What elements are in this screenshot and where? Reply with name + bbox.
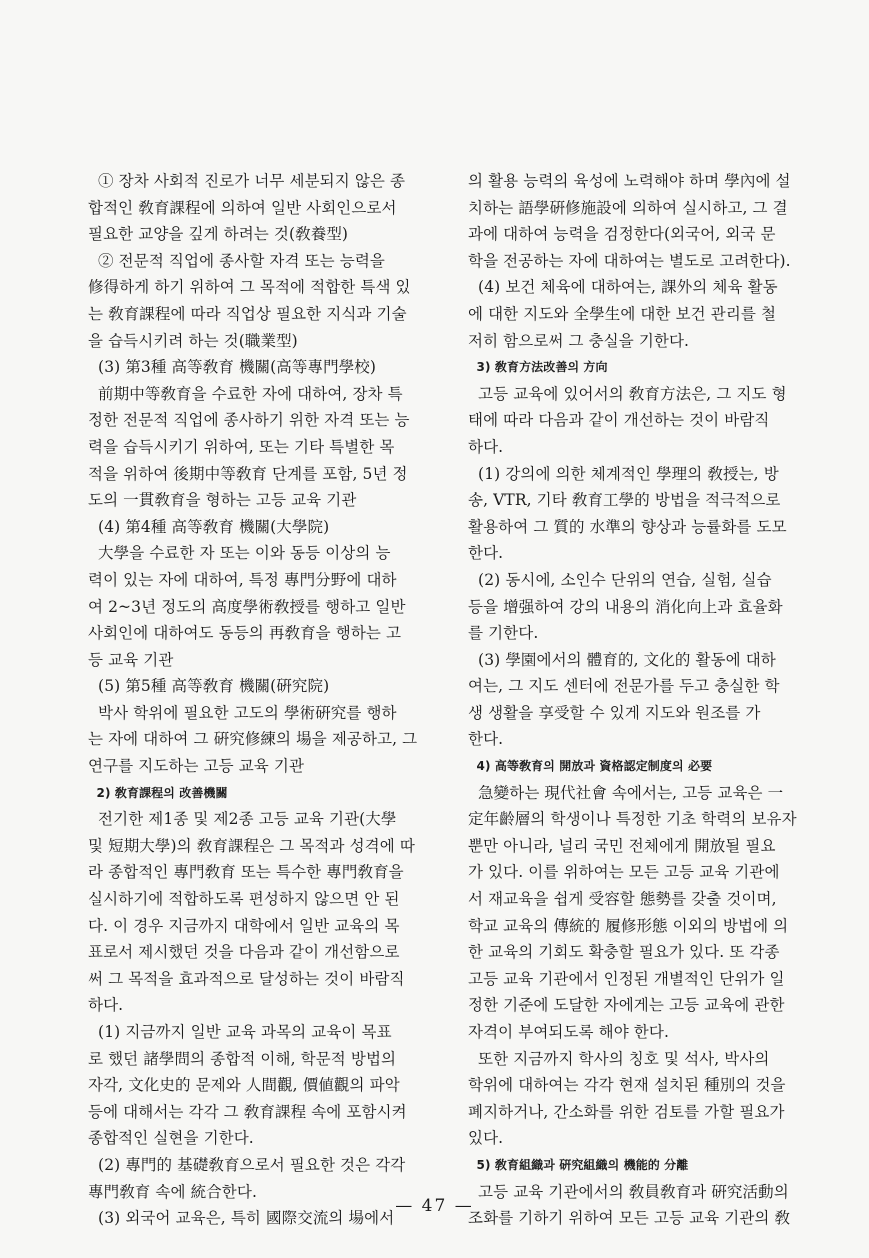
text-line: 등을 增强하여 강의 내용의 消化向上과 효율화 [468, 597, 783, 616]
text-line: 定年齡層의 학생이나 특정한 기초 학력의 보유자 [468, 810, 797, 829]
text-line: 사회인에 대하여도 동등의 再敎育을 행하는 고 [88, 624, 402, 643]
text-line: 大學을 수료한 자 또는 이와 동등 이상의 능 [88, 544, 391, 563]
text-line: (3) 第3種 高等敎育 機關(高等專門學校) [88, 358, 377, 377]
text-line: 정한 기준에 도달한 자에게는 고등 교육에 관한 [468, 996, 785, 1015]
section-heading: 2) 敎育課程의 改善機關 [88, 785, 228, 800]
text-line: 연구를 지도하는 고등 교육 기관 [88, 757, 305, 776]
text-line: 한다. [468, 544, 504, 563]
text-line: 다. 이 경우 지금까지 대학에서 일반 교육의 목 [88, 916, 400, 935]
text-line: (1) 강의에 의한 체계적인 學理의 敎授는, 방 [468, 464, 779, 483]
text-line: 前期中等敎育을 수료한 자에 대하여, 장차 특 [88, 384, 403, 403]
text-line: (4) 보건 체육에 대하여는, 課外의 체육 활동 [468, 278, 778, 297]
text-line: 에 대한 지도와 全學生에 대한 보건 관리를 철 [468, 304, 777, 323]
text-line: ② 전문적 직업에 종사할 자격 또는 능력을 [88, 251, 385, 270]
text-line: 라 종합적인 專門敎育 또는 특수한 專門敎育을 [88, 863, 404, 882]
text-line: 박사 학위에 필요한 고도의 學術硏究를 행하 [88, 703, 397, 722]
text-line: 하다. [88, 996, 124, 1015]
text-line: 표로서 제시했던 것을 다음과 같이 개선함으로 [88, 943, 400, 962]
text-line: 하다. [468, 437, 504, 456]
text-line: 활용하여 그 質的 水準의 향상과 능률화를 도모 [468, 517, 787, 536]
text-line: 학위에 대하여는 각각 현재 설치된 種別의 것을 [468, 1076, 786, 1095]
text-line: 의 활용 능력의 육성에 노력해야 하며 學內에 설 [468, 172, 791, 190]
text-line: 종합적인 실현을 기한다. [88, 1129, 254, 1148]
text-line: 학교 교육의 傳統的 履修形態 이외의 방법에 의 [468, 916, 789, 935]
text-line: 또한 지금까지 학사의 칭호 및 석사, 박사의 [468, 1049, 770, 1068]
text-line: 및 短期大學)의 敎育課程은 그 목적과 성격에 따 [88, 836, 415, 855]
text-line: (2) 專門的 基礎敎育으로서 필요한 것은 각각 [88, 1155, 406, 1174]
text-line: 도의 一貫敎育을 형하는 고등 교육 기관 [88, 491, 357, 510]
text-line: (5) 第5種 高等敎育 機關(硏究院) [88, 677, 330, 696]
text-line: 急變하는 現代社會 속에서는, 고등 교육은 一 [468, 783, 784, 802]
text-line: 를 기한다. [468, 624, 539, 643]
text-line: 력을 습득시키기 위하여, 또는 기타 특별한 목 [88, 437, 395, 456]
text-line: (3) 學園에서의 體育的, 文化的 활동에 대하 [468, 650, 776, 669]
section-heading: 5) 敎育組織과 硏究組織의 機能的 分離 [468, 1157, 689, 1172]
text-line: 생 생활을 享受할 수 있게 지도와 원조를 가 [468, 703, 761, 722]
text-line: 뿐만 아니라, 널리 국민 전체에게 開放될 필요 [468, 836, 776, 855]
text-line: 고등 교육에 있어서의 敎育方法은, 그 지도 형 [468, 384, 787, 403]
text-line: 등에 대해서는 각각 그 敎育課程 속에 포함시켜 [88, 1102, 407, 1121]
text-line: 써 그 목적을 효과적으로 달성하는 것이 바람직 [88, 969, 405, 988]
text-line: 력이 있는 자에 대하여, 특정 專門分野에 대하 [88, 570, 397, 589]
text-line: 여 2~3년 정도의 高度學術敎授를 행하고 일반 [88, 597, 406, 616]
text-line: (2) 동시에, 소인수 단위의 연습, 실험, 실습 [468, 570, 772, 589]
text-line: 저히 함으로써 그 충실을 기한다. [468, 331, 690, 350]
section-heading: 4) 高等敎育의 開放과 資格認定制度의 必要 [468, 759, 713, 774]
right-text-column [468, 168, 826, 1232]
text-line: 태에 따라 다음과 같이 개선하는 것이 바람직 [468, 411, 770, 430]
text-line: 합적인 敎育課程에 의하여 일반 사회인으로서 [88, 198, 397, 217]
text-line: 을 습득시키려 하는 것(職業型) [88, 331, 298, 350]
text-line: 조화를 기하기 위하여 모든 고등 교육 기관의 敎 [468, 1209, 791, 1228]
left-text-column [88, 168, 448, 1232]
text-line: (1) 지금까지 일반 교육 과목의 교육이 목표 [88, 1023, 392, 1041]
text-line: 가 있다. 이를 위하여는 모든 고등 교육 기관에 [468, 863, 780, 882]
text-line: 자각, 文化史的 문제와 人間觀, 價値觀의 파악 [88, 1076, 400, 1095]
text-line: 자격이 부여되도록 해야 한다. [468, 1023, 669, 1041]
text-line: 실시하기에 적합하도록 편성하지 않으면 안 된 [88, 890, 400, 909]
text-line: 는 자에 대하여 그 硏究修練의 場을 제공하고, 그 [88, 730, 418, 749]
text-line: 폐지하거나, 간소화를 위한 검토를 가할 필요가 [468, 1102, 785, 1121]
text-line: (3) 외국어 교육은, 특히 國際交流의 場에서 [88, 1209, 395, 1228]
text-line: 학을 전공하는 자에 대하여는 별도로 고려한다). [468, 251, 791, 270]
text-line: 전기한 제1종 및 제2종 고등 교육 기관(大學 [88, 810, 397, 829]
text-line: 치하는 語學硏修施設에 의하여 실시하고, 그 결 [468, 198, 788, 217]
text-line: 있다. [468, 1129, 504, 1148]
text-line: 修得하게 하기 위하여 그 목적에 적합한 특색 있 [88, 278, 411, 297]
text-line: ① 장차 사회적 진로가 너무 세분되지 않은 종 [88, 172, 406, 190]
text-line: 정한 전문적 직업에 종사하기 위한 자격 또는 능 [88, 411, 410, 430]
text-line: 로 했던 諸學問의 종합적 이해, 학문적 방법의 [88, 1049, 397, 1068]
section-heading: 3) 敎育方法改善의 方向 [468, 360, 608, 375]
text-line: 서 재교육을 쉽게 受容할 態勢를 갖출 것이며, [468, 890, 777, 909]
text-line: 한다. [468, 730, 504, 749]
text-line: (4) 第4種 高等敎育 機關(大學院) [88, 517, 330, 536]
text-line: 송, VTR, 기타 敎育工學的 방법을 적극적으로 [468, 491, 781, 510]
text-line: 한 교육의 기회도 확충할 필요가 있다. 또 각종 [468, 943, 780, 962]
page-number: — 47 — [395, 1196, 474, 1216]
text-line: 과에 대하여 능력을 검정한다(외국어, 외국 문 [468, 225, 776, 244]
text-line: 專門敎育 속에 統合한다. [88, 1182, 257, 1201]
text-line: 적을 위하여 後期中等敎育 단계를 포함, 5년 정 [88, 464, 408, 483]
text-line: 여는, 그 지도 센터에 전문가를 두고 충실한 학 [468, 677, 780, 696]
text-line: 는 敎育課程에 따라 직업상 필요한 지식과 기술 [88, 304, 407, 323]
text-line: 고등 교육 기관에서의 敎員敎育과 硏究活動의 [468, 1182, 789, 1201]
text-line: 필요한 교양을 깊게 하려는 것(敎養型) [88, 225, 349, 244]
text-line: 고등 교육 기관에서 인정된 개별적인 단위가 일 [468, 969, 785, 988]
text-line: 등 교육 기관 [88, 650, 174, 669]
